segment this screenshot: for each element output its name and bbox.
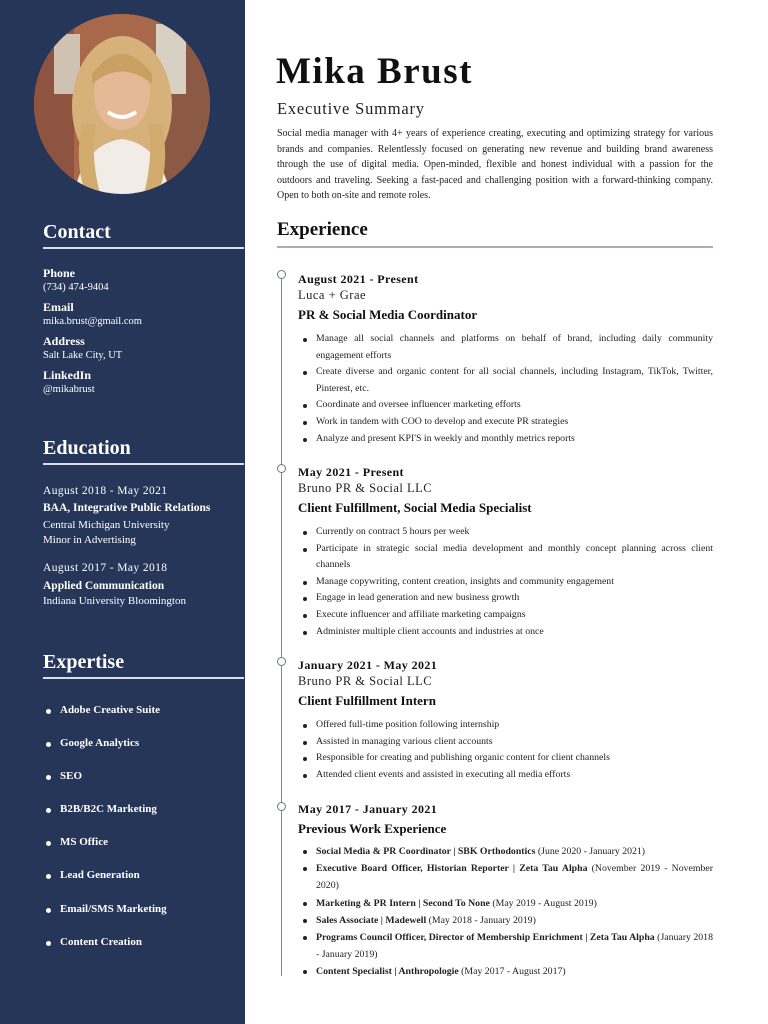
education-dates: August 2017 - May 2018 — [43, 562, 168, 574]
education-degree: BAA, Integrative Public Relations — [43, 502, 211, 514]
linkedin-block — [43, 368, 244, 395]
job-company: Bruno PR & Social LLC — [298, 674, 433, 688]
previous-work-role: Sales Associate | Madewell — [316, 914, 427, 926]
job-title: Client Fulfillment, Social Media Specialist — [298, 500, 532, 515]
previous-work-item — [298, 912, 713, 929]
job-title: Client Fulfillment Intern — [298, 693, 436, 708]
expertise-item: Adobe Creative Suite — [43, 704, 244, 737]
summary-text: Social media manager with 4+ years of experience creating, executing and optimizing strategy for various brands and companies. Relentlessly focused on generating new revenue and building brand awareness through the use of digital media. Open-minded, flexible and honest individual with a passion for the outdoors and traveling. Seeking a fast-paced and challenging position with a forward-thinking company. Open to both on-site and remote roles. — [277, 128, 713, 201]
expertise-item: Email/SMS Marketing — [43, 903, 244, 936]
phone-block — [43, 266, 244, 293]
job-entry — [298, 272, 713, 447]
job-bullet: Coordinate and oversee influencer marketing efforts — [298, 397, 713, 414]
job-company: Bruno PR & Social LLC — [298, 481, 433, 495]
education-item — [43, 562, 244, 607]
education-degree: Applied Communication — [43, 580, 165, 592]
expertise-item: MS Office — [43, 836, 244, 869]
linkedin-value: @mikabrust — [43, 384, 95, 395]
job-dates: January 2021 - May 2021 — [298, 658, 438, 672]
job-bullets — [298, 717, 713, 783]
previous-work-role: Marketing & PR Intern | Second To None — [316, 897, 490, 909]
expertise-item: Content Creation — [43, 936, 244, 969]
job-bullet: Attended client events and assisted in executing all media efforts — [298, 767, 713, 784]
job-bullet: Execute influencer and affiliate marketing campaigns — [298, 607, 713, 624]
job-bullet: Work in tandem with COO to develop and execute PR strategies — [298, 414, 713, 431]
job-title: Previous Work Experience — [298, 821, 447, 836]
phone-value: (734) 474-9404 — [43, 282, 109, 293]
expertise-item: Google Analytics — [43, 737, 244, 770]
profile-photo — [34, 14, 210, 194]
previous-work-item — [298, 843, 713, 860]
expertise-item: B2B/B2C Marketing — [43, 803, 244, 836]
email-label: Email — [43, 300, 74, 314]
experience-heading: Experience — [277, 219, 713, 248]
job-entry — [298, 465, 713, 640]
timeline-line — [281, 275, 282, 976]
previous-work-list — [298, 843, 713, 981]
timeline-dot — [277, 270, 286, 279]
job-bullet: Participate in strategic social media development and monthly concept planning across client channels — [298, 541, 713, 574]
education-minor: Minor in Advertising — [43, 534, 136, 546]
sidebar — [0, 0, 245, 1024]
previous-work-role: Content Specialist | Anthropologie — [316, 966, 459, 978]
job-dates: May 2021 - Present — [298, 465, 404, 479]
previous-work-dates: (January 2018 - January 2019) — [316, 932, 713, 961]
education-school: Indiana University Bloomington — [43, 595, 186, 607]
job-title: PR & Social Media Coordinator — [298, 307, 478, 322]
previous-work-dates: (June 2020 - January 2021) — [535, 846, 646, 857]
job-company: Luca + Grae — [298, 288, 367, 302]
job-dates: August 2021 - Present — [298, 272, 419, 286]
candidate-name: Mika Brust — [276, 51, 473, 92]
previous-work-item — [298, 929, 713, 963]
previous-work-item — [298, 860, 713, 894]
education-heading: Education — [43, 437, 244, 465]
job-bullet: Manage all social channels and platforms on behalf of brand, including daily community engagement efforts — [298, 331, 713, 364]
previous-work-dates: (May 2017 - August 2017) — [458, 966, 566, 978]
profile-photo-illustration — [34, 14, 210, 194]
phone-label: Phone — [43, 266, 76, 280]
job-bullet: Responsible for creating and publishing organic content for client channels — [298, 750, 713, 767]
contact-section — [43, 221, 244, 395]
email-block — [43, 300, 244, 327]
email-value: mika.brust@gmail.com — [43, 316, 142, 327]
expertise-item: SEO — [43, 770, 244, 803]
job-bullets — [298, 331, 713, 447]
education-item — [43, 485, 244, 546]
linkedin-label: LinkedIn — [43, 368, 92, 382]
address-value: Salt Lake City, UT — [43, 350, 123, 361]
address-label: Address — [43, 334, 85, 348]
previous-work-item — [298, 963, 713, 980]
previous-work-role: Programs Council Officer, Director of Membership Enrichment | Zeta Tau Alpha — [316, 932, 655, 944]
job-bullet: Engage in lead generation and new business growth — [298, 590, 713, 607]
job-bullet: Assisted in managing various client accounts — [298, 734, 713, 751]
contact-heading: Contact — [43, 221, 244, 249]
job-bullet: Currently on contract 5 hours per week — [298, 524, 713, 541]
timeline-dot — [277, 657, 286, 666]
job-entry — [298, 802, 713, 981]
previous-work-dates: (May 2018 - January 2019) — [426, 914, 536, 926]
summary-title: Executive Summary — [277, 99, 425, 118]
job-bullet: Analyze and present KPI'S in weekly and monthly metrics reports — [298, 431, 713, 448]
education-school: Central Michigan University — [43, 519, 170, 531]
previous-work-dates: (May 2019 - August 2019) — [489, 897, 597, 909]
previous-work-dates: (November 2019 - November 2020) — [316, 863, 713, 892]
education-dates: August 2018 - May 2021 — [43, 485, 168, 497]
job-bullet: Create diverse and organic content for all social channels, including Instagram, TikTok, Twitter, Pinterest, etc. — [298, 364, 713, 397]
job-dates: May 2017 - January 2021 — [298, 802, 438, 816]
expertise-list — [43, 704, 244, 969]
previous-work-item — [298, 895, 713, 912]
timeline-dot — [277, 802, 286, 811]
job-bullet: Administer multiple client accounts and industries at once — [298, 624, 713, 641]
education-section — [43, 437, 244, 607]
expertise-heading: Expertise — [43, 651, 244, 679]
job-bullet: Offered full-time position following internship — [298, 717, 713, 734]
timeline-dot — [277, 464, 286, 473]
expertise-item: Lead Generation — [43, 869, 244, 902]
expertise-section — [43, 651, 244, 969]
previous-work-role: Social Media & PR Coordinator | SBK Orthodontics — [316, 846, 536, 857]
address-block — [43, 334, 244, 361]
job-entry — [298, 658, 713, 783]
job-bullets — [298, 524, 713, 640]
previous-work-role: Executive Board Officer, Historian Reporter | Zeta Tau Alpha — [316, 863, 588, 875]
job-bullet: Manage copywriting, content creation, insights and community engagement — [298, 574, 713, 591]
